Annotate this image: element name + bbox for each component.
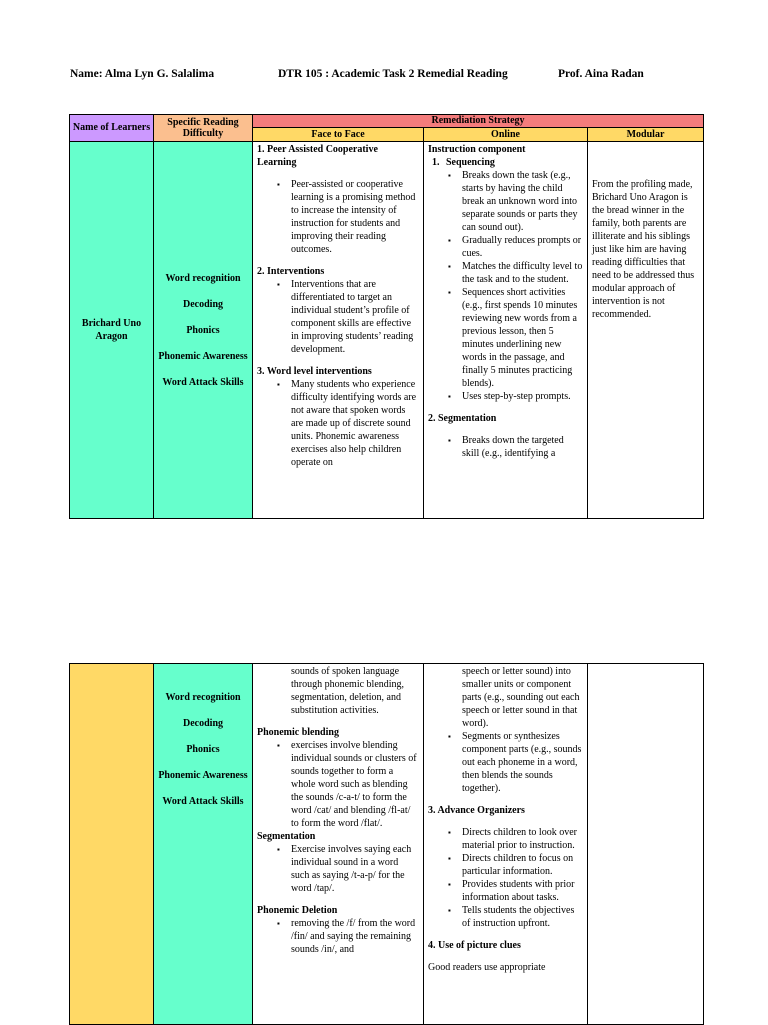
section-title: Instruction component (428, 144, 526, 155)
section-title: 3. Word level interventions (257, 366, 372, 377)
bullet-item: ▪ Breaks down the task (e.g., starts by having the child break an unknown word into separate sounds or parts they can sound out). (428, 169, 583, 234)
header-name-of-learners: Name of Learners (70, 115, 154, 142)
header-specific-difficulty: Specific Reading Difficulty (154, 115, 253, 142)
section-title: Segmentation (257, 831, 316, 842)
continued-text: speech or letter sound) into smaller units or component parts (e.g., sounding out each speech or letter sound in that word). (462, 666, 580, 729)
header-modular: Modular (588, 128, 704, 142)
bullet-item: ▪ Sequences short activities (e.g., first spends 10 minutes reviewing new words from a previous lesson, then 5 minutes underlining new words in the passage, and finally 5 minutes practicing blends). (428, 286, 583, 390)
section-title: 4. Use of picture clues (428, 940, 521, 951)
learner-name: Brichard Uno Aragon (81, 318, 142, 342)
difficulty-item: Phonemic Awareness (158, 770, 248, 781)
remediation-table-page-2 (69, 663, 704, 1025)
difficulty-item: Phonics (186, 744, 220, 755)
section-title: 2. Interventions (257, 266, 325, 277)
header-face-to-face: Face to Face (253, 128, 424, 142)
remediation-table-page-1 (69, 114, 704, 519)
numbered-title-text: Sequencing (446, 157, 495, 168)
body-text: Good readers use appropriate (428, 962, 546, 973)
bullet-item: ▪ Peer-assisted or cooperative learning is a promising method to increase the intensity of instruction for students and improving their reading outcomes. (257, 178, 419, 256)
difficulty-item: Word recognition (165, 692, 241, 703)
section-title: Phonemic blending (257, 727, 339, 738)
bullet-item: ▪ Interventions that are differentiated to target an individual student’s profile of component skills are effective in improving students’ reading development. (257, 278, 419, 356)
document-header (70, 68, 710, 84)
modular-cell-continued (588, 664, 704, 1025)
difficulty-item: Word recognition (165, 272, 241, 284)
numbered-title (428, 156, 583, 169)
modular-cell (588, 142, 704, 519)
difficulty-item: Phonics (186, 324, 220, 336)
bullet-item: ▪ Exercise involves saying each individual sound in a word such as saying /t-a-p/ for the word /tap/. (257, 843, 419, 895)
bullet-item: ▪ Tells students the objectives of instruction upfront. (428, 904, 583, 930)
section-title: 3. Advance Organizers (428, 805, 525, 816)
online-cell (424, 142, 588, 519)
difficulty-item: Decoding (183, 298, 223, 310)
online-cell-continued (424, 664, 588, 1025)
bullet-item: ▪ exercises involve blending individual sounds or clusters of sounds together to form a whole word such as blending the sounds /c-a-t/ to form the word /cat/ and blending /fl-at/ to form the word /flat/. (257, 739, 419, 830)
learner-name-cell (70, 142, 154, 519)
number-label: 1. (432, 157, 440, 168)
difficulty-item: Word Attack Skills (162, 796, 244, 807)
section-title: 1. Peer Assisted Cooperative Learning (257, 144, 378, 168)
difficulty-item: Word Attack Skills (162, 376, 244, 388)
bullet-item: ▪ removing the /f/ from the word /fin/ and saying the remaining sounds /in/, and (257, 917, 419, 956)
difficulty-item: Decoding (183, 718, 223, 729)
bullet-item: ▪ Matches the difficulty level to the task and to the student. (428, 260, 583, 286)
face-to-face-cell (253, 142, 424, 519)
modular-text: From the profiling made, Brichard Uno Aragon is the bread winner in the family, both parents are illiterate and his siblings just like him are having reading difficulties that need to be addressed thus modular approach of intervention is not recommended. (592, 179, 695, 320)
bullet-item: ▪ Gradually reduces prompts or cues. (428, 234, 583, 260)
bullet-item: ▪ Many students who experience difficulty identifying words are not aware that spoken words are made up of discrete sound units. Phonemic awareness exercises also help children operate on (257, 378, 419, 469)
continued-text: sounds of spoken language through phonemic blending, segmentation, deletion, and substitution activities. (291, 666, 405, 716)
bullet-item: ▪ Uses step-by-step prompts. (428, 390, 583, 403)
difficulty-cell-continued (154, 664, 253, 1025)
learner-name-cell-continued (70, 664, 154, 1025)
bullet-item: ▪ Directs children to focus on particular information. (428, 852, 583, 878)
bullet-item: ▪ Breaks down the targeted skill (e.g., identifying a (428, 434, 583, 460)
student-name: Name: Alma Lyn G. Salalima (70, 68, 215, 80)
course-title: DTR 105 : Academic Task 2 Remedial Reading (278, 68, 508, 80)
bullet-item: ▪ Segments or synthesizes component parts (e.g., sounds out each phoneme in a word, then blends the sounds together). (428, 730, 583, 795)
bullet-item: ▪ Directs children to look over material prior to instruction. (428, 826, 583, 852)
difficulty-item: Phonemic Awareness (158, 350, 248, 362)
face-to-face-cell-continued (253, 664, 424, 1025)
bullet-item: ▪ Provides students with prior information about tasks. (428, 878, 583, 904)
header-remediation-strategy: Remediation Strategy (253, 115, 704, 128)
section-title: 2. Segmentation (428, 413, 497, 424)
section-title: Phonemic Deletion (257, 905, 338, 916)
difficulty-cell (154, 142, 253, 519)
professor-name: Prof. Aina Radan (558, 68, 644, 80)
header-online: Online (424, 128, 588, 142)
